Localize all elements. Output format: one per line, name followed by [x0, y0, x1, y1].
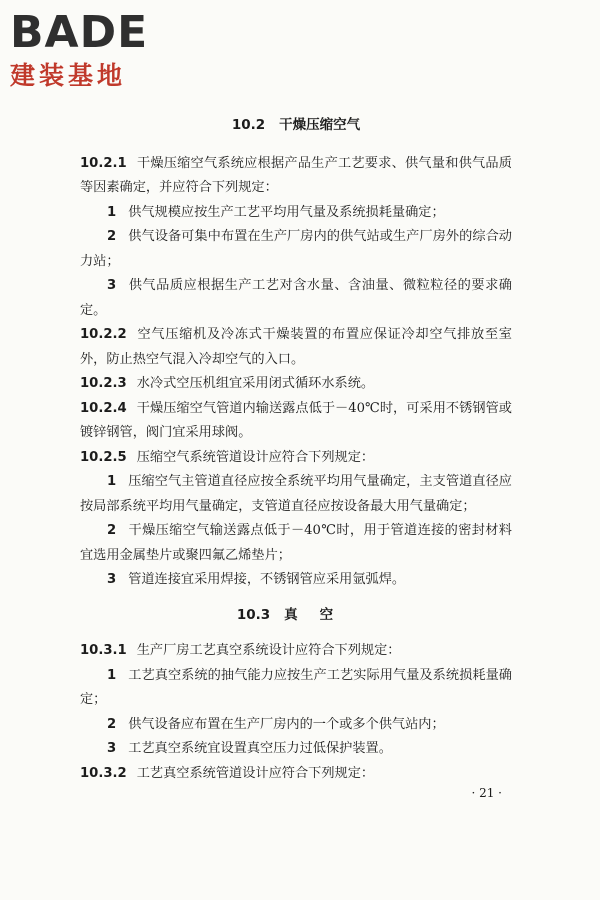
section-heading [80, 603, 512, 628]
clause-number: 10.2.1 [80, 155, 127, 171]
clause [80, 446, 512, 471]
item-number: 2 [107, 716, 117, 732]
clause [80, 372, 512, 397]
section-number: 10.2 [231, 117, 266, 133]
logo-subtitle: 建装基地 [10, 61, 127, 90]
list-item [80, 225, 512, 274]
clause-number: 10.2.5 [80, 449, 127, 465]
clause-text: 压缩空气系统管道设计应符合下列规定： [136, 449, 375, 465]
item-number: 2 [107, 229, 117, 244]
clause-number: 10.2.2 [80, 327, 127, 342]
item-text: 管道连接宜采用焊接，不锈钢管应采用氩弧焊。 [128, 572, 406, 587]
item-text: 供气品质应根据生产工艺对含水量、含油量、微粒粒径的要求确定。 [80, 278, 512, 318]
site-logo [10, 8, 148, 92]
section-number: 10.3 [236, 606, 271, 623]
list-item [80, 201, 512, 226]
clause [80, 762, 512, 787]
section-title: 干燥压缩空气 [279, 117, 361, 133]
item-number: 1 [107, 204, 117, 220]
clause-number: 10.3.2 [80, 765, 127, 781]
item-text: 供气设备可集中布置在生产厂房内的供气站或生产厂房外的综合动力站； [80, 229, 512, 269]
list-item [80, 713, 512, 738]
clause-text: 空气压缩机及冷冻式干燥装置的布置应保证冷却空气排放至室外，防止热空气混入冷却空气的入口。 [80, 327, 512, 367]
clause [80, 397, 512, 446]
clause [80, 323, 512, 372]
page-number: · 21 · [471, 786, 502, 800]
clause [80, 152, 512, 201]
list-item [80, 470, 512, 519]
clause-number: 10.3.1 [80, 643, 127, 658]
item-text: 干燥压缩空气输送露点低于－40℃时，用于管道连接的密封材料宜选用金属垫片或聚四氟乙烯垫片； [80, 523, 512, 563]
list-item [80, 664, 512, 713]
item-number: 1 [107, 474, 117, 489]
clause-text: 干燥压缩空气系统应根据产品生产工艺要求、供气量和供气品质等因素确定，并应符合下列规定： [80, 155, 512, 195]
item-text: 工艺真空系统宜设置真空压力过低保护装置。 [128, 741, 392, 756]
item-number: 1 [107, 667, 117, 683]
clause [80, 639, 512, 664]
clause-text: 干燥压缩空气管道内输送露点低于－40℃时，可采用不锈钢管或镀锌钢管，阀门宜采用球阀。 [80, 400, 512, 440]
list-item [80, 274, 512, 323]
item-text: 供气规模应按生产工艺平均用气量及系统损耗量确定； [128, 204, 445, 220]
clause-text: 生产厂房工艺真空系统设计应符合下列规定： [136, 643, 401, 658]
document-page [80, 113, 512, 786]
item-number: 3 [107, 741, 117, 756]
item-text: 工艺真空系统的抽气能力应按生产工艺实际用气量及系统损耗量确定； [80, 667, 512, 707]
item-number: 3 [107, 572, 117, 587]
list-item [80, 568, 512, 593]
clause-number: 10.2.3 [80, 376, 127, 391]
item-number: 3 [107, 278, 117, 293]
item-number: 2 [107, 523, 117, 538]
section-title: 真空 [284, 606, 356, 623]
list-item [80, 519, 512, 568]
logo-wordmark: BADE [10, 7, 149, 58]
clause-number: 10.2.4 [80, 400, 127, 416]
item-text: 压缩空气主管道直径应按全系统平均用气量确定，主支管道直径应按局部系统平均用气量确定，支管道直径应按设备最大用气量确定； [80, 474, 512, 514]
clause-text: 工艺真空系统管道设计应符合下列规定： [136, 765, 375, 781]
clause-text: 水冷式空压机组宜采用闭式循环水系统。 [136, 376, 375, 391]
item-text: 供气设备应布置在生产厂房内的一个或多个供气站内； [128, 716, 445, 732]
section-heading [80, 113, 512, 138]
list-item [80, 737, 512, 762]
